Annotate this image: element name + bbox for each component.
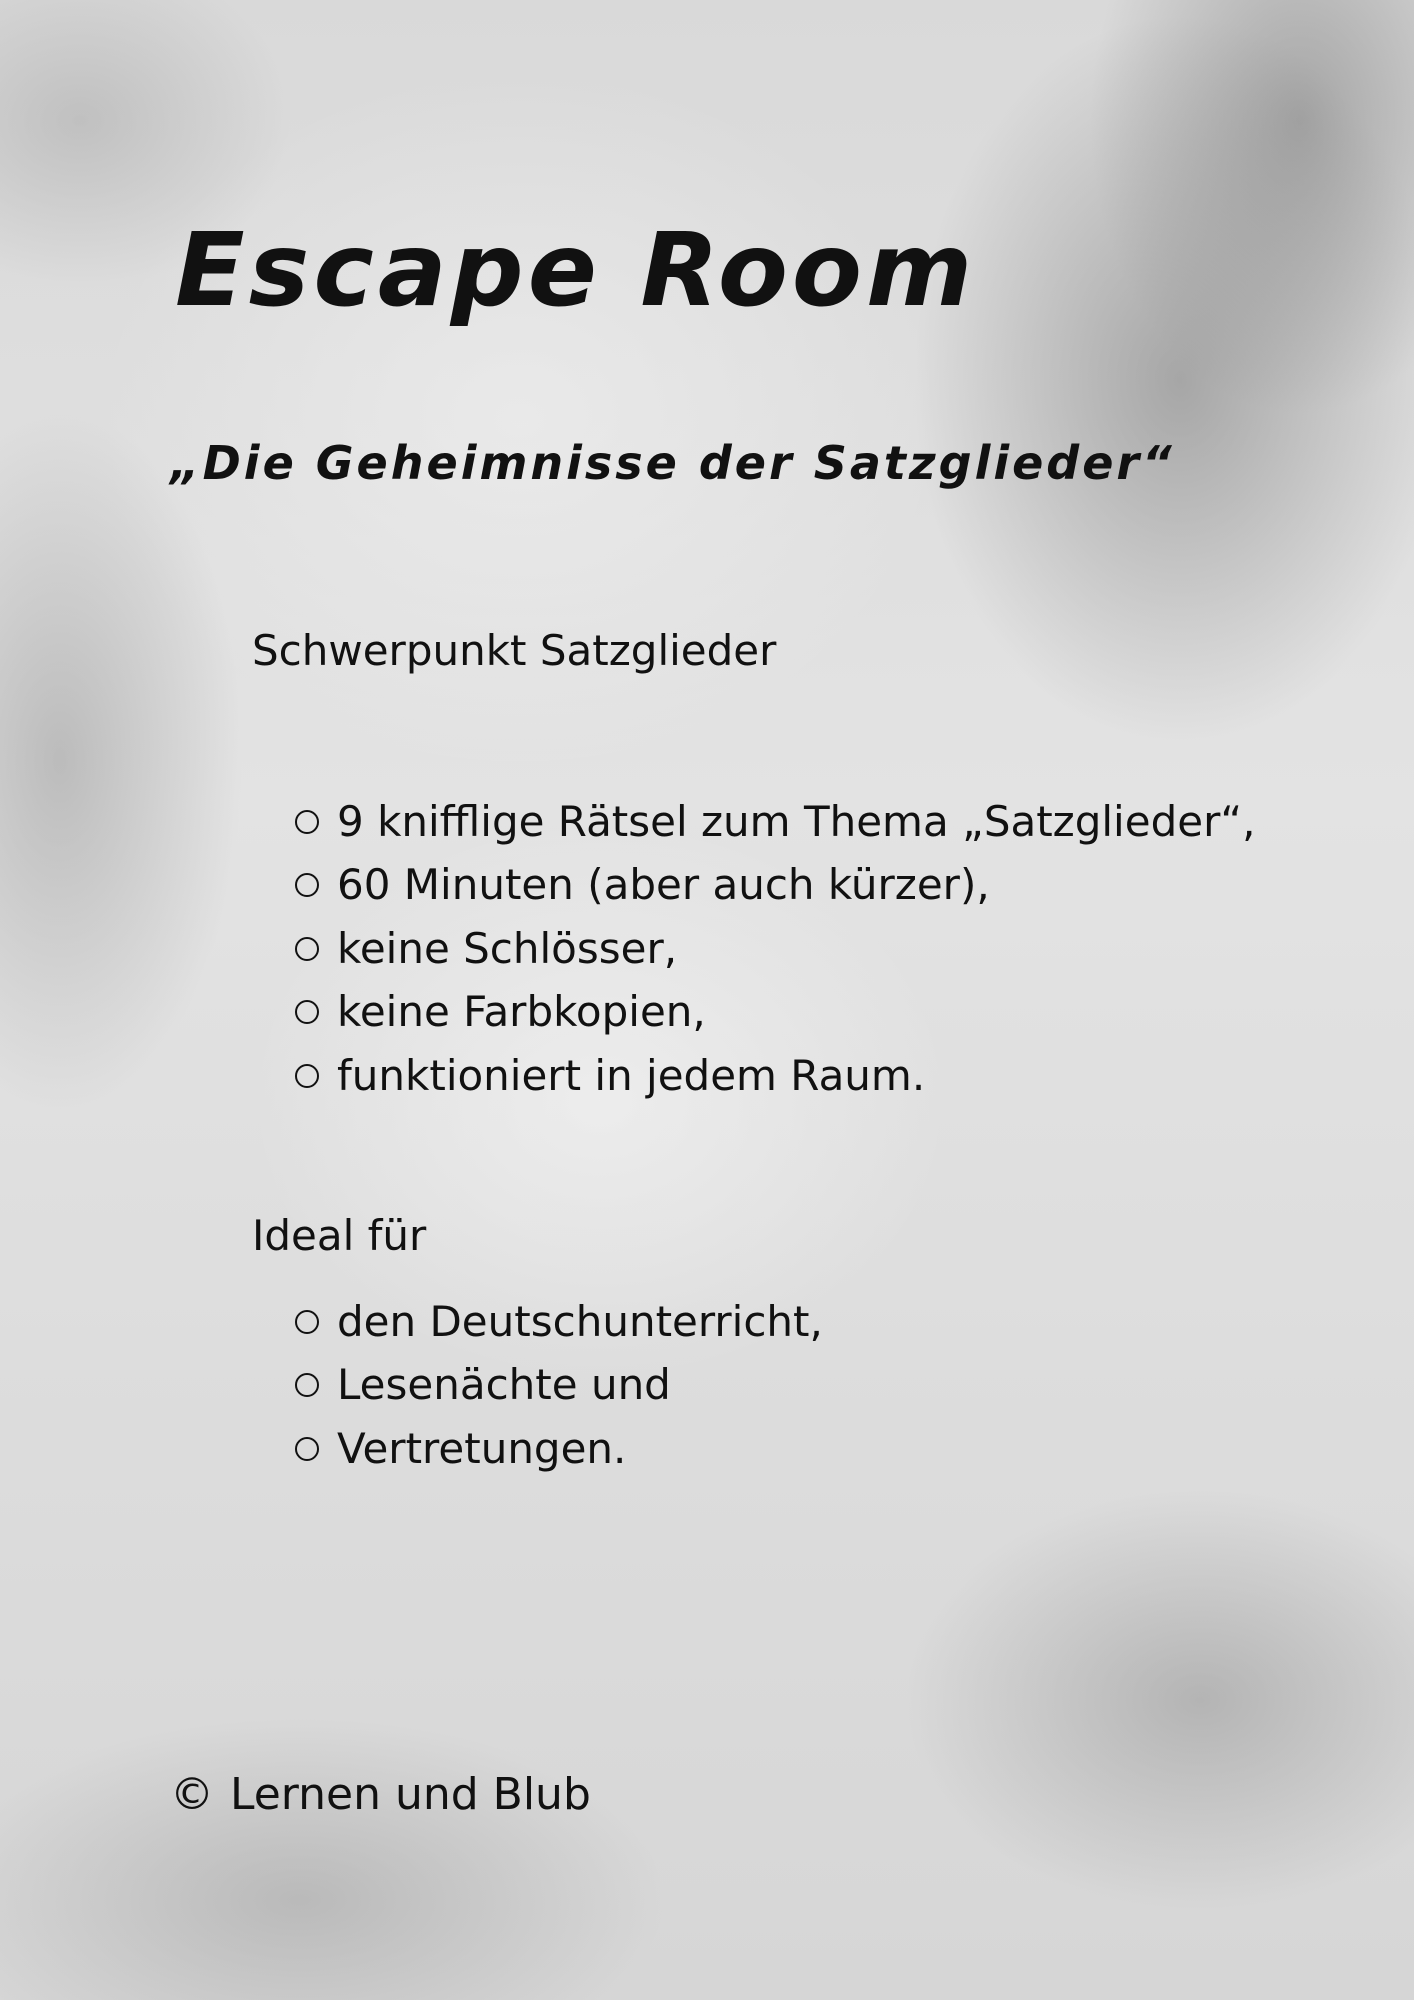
list-item bbox=[295, 917, 1255, 981]
circle-bullet-icon bbox=[295, 810, 319, 834]
list-item bbox=[295, 1044, 1255, 1108]
copyright-icon: © bbox=[170, 1769, 214, 1820]
list-item-text: 60 Minuten (aber auch kürzer), bbox=[337, 860, 990, 910]
circle-bullet-icon bbox=[295, 1000, 319, 1024]
ideal-list bbox=[295, 1290, 823, 1481]
ideal-heading: Ideal für bbox=[252, 1211, 427, 1260]
list-item-text: 9 knifflige Rätsel zum Thema „Satzglieder“, bbox=[337, 796, 1256, 846]
list-item bbox=[295, 1417, 823, 1481]
circle-bullet-icon bbox=[295, 1373, 319, 1397]
copyright-text: Lernen und Blub bbox=[230, 1769, 591, 1820]
circle-bullet-icon bbox=[295, 937, 319, 961]
list-item-text: den Deutschunterricht, bbox=[337, 1296, 823, 1346]
list-item bbox=[295, 981, 1255, 1045]
focus-heading: Schwerpunkt Satzglieder bbox=[252, 626, 777, 675]
list-item-text: keine Schlösser, bbox=[337, 923, 678, 973]
list-item bbox=[295, 790, 1255, 854]
list-item bbox=[295, 1354, 823, 1418]
list-item-text: Vertretungen. bbox=[337, 1423, 627, 1473]
list-item-text: funktioniert in jedem Raum. bbox=[337, 1050, 926, 1100]
features-list bbox=[295, 790, 1255, 1108]
copyright-notice bbox=[170, 1769, 591, 1820]
page-subtitle: „Die Geheimnisse der Satzglieder“ bbox=[170, 436, 1175, 490]
list-item-text: keine Farbkopien, bbox=[337, 987, 706, 1037]
page-title: Escape Room bbox=[175, 211, 977, 330]
circle-bullet-icon bbox=[295, 1437, 319, 1461]
circle-bullet-icon bbox=[295, 873, 319, 897]
list-item bbox=[295, 854, 1255, 918]
list-item-text: Lesenächte und bbox=[337, 1360, 671, 1410]
circle-bullet-icon bbox=[295, 1064, 319, 1088]
circle-bullet-icon bbox=[295, 1310, 319, 1334]
list-item bbox=[295, 1290, 823, 1354]
